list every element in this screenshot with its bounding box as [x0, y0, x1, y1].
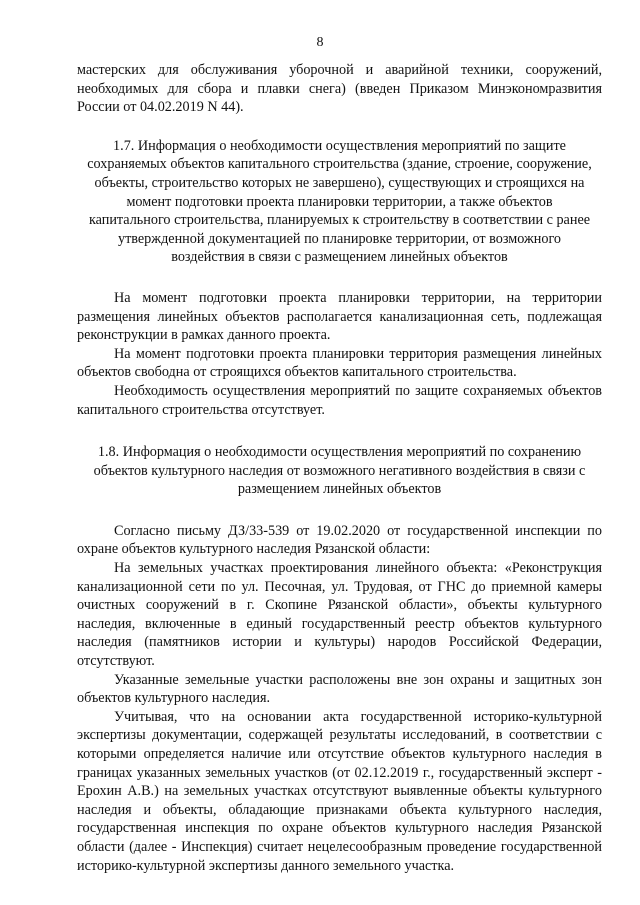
section-1-7-paragraph: На момент подготовки проекта планировки территория размещения линейных объектов свободна от строящихся объектов капитального строительства.: [77, 345, 602, 381]
section-1-8-paragraph: Согласно письму ДЗ/33-539 от 19.02.2020 от государственной инспекции по охране объектов культурного наследия Рязанской области:: [77, 522, 602, 558]
section-1-7-paragraph: На момент подготовки проекта планировки территории, на территории размещения линейных объектов располагается канализационная сеть, подлежащая реконструкции в рамках данного проекта.: [77, 289, 602, 344]
page-number: 8: [316, 35, 324, 50]
section-1-8-paragraph: Учитывая, что на основании акта государственной историко-культурной экспертизы документации, содержащей результаты исследований, в соответствии с которыми определяется наличие или отсутствие объектов культурного наследия в границах указанных земельных участков (от 02.12.2019 г., государственный эксперт - Ерохин А.В.) на земельных участках отсутствуют выявленные объекты культурного наследия и объекты, обладающие признаками объекта культурного наследия, государственная инспекция по охране объектов культурного наследия Рязанской области (далее - Инспекция) считает нецелесообразным проведение государственной историко-культурной экспертизы данного земельного участка.: [77, 708, 602, 874]
section-1-8-paragraph: Указанные земельные участки расположены вне зон охраны и защитных зон объектов культурного наследия.: [77, 671, 602, 707]
section-1-8-heading: 1.8. Информация о необходимости осуществления мероприятий по сохранению объектов культурного наследия от возможного негативного воздействия в связи с размещением линейных объектов: [93, 444, 586, 498]
section-1-8-paragraph: На земельных участках проектирования линейного объекта: «Реконструкция канализационной сети по ул. Песочная, ул. Трудовая, от ГНС до приемной камеры очистных сооружений в г. Скопине Рязанской области», объекты культурного наследия, включенные в единый государственный реестр объектов культурного наследия (памятников истории и культуры) народов Российской Федерации, отсутствуют.: [77, 560, 602, 670]
section-1-7-heading: 1.7. Информация о необходимости осуществления мероприятий по защите сохраняемых объектов капитального строительства (здание, строение, сооружение, объекты, строительство которых не завершено), существующих и строящихся на момент подготовки проекта планировки территории, а также объектов капитального строительства, планируемых к строительству в соответствии с ранее утвержденной документацией по планировке территории, от возможного воздействия в связи с размещением линейных объектов: [87, 137, 592, 266]
intro-continuation-paragraph: мастерских для обслуживания уборочной и аварийной техники, сооружений, необходимых для сбора и плавки снега) (введен Приказом Минэкономразвития России от 04.02.2019 N 44).: [77, 62, 602, 116]
section-1-7-paragraph: Необходимость осуществления мероприятий по защите сохраняемых объектов капитального строительства отсутствует.: [77, 382, 602, 418]
document-body: [77, 61, 602, 875]
